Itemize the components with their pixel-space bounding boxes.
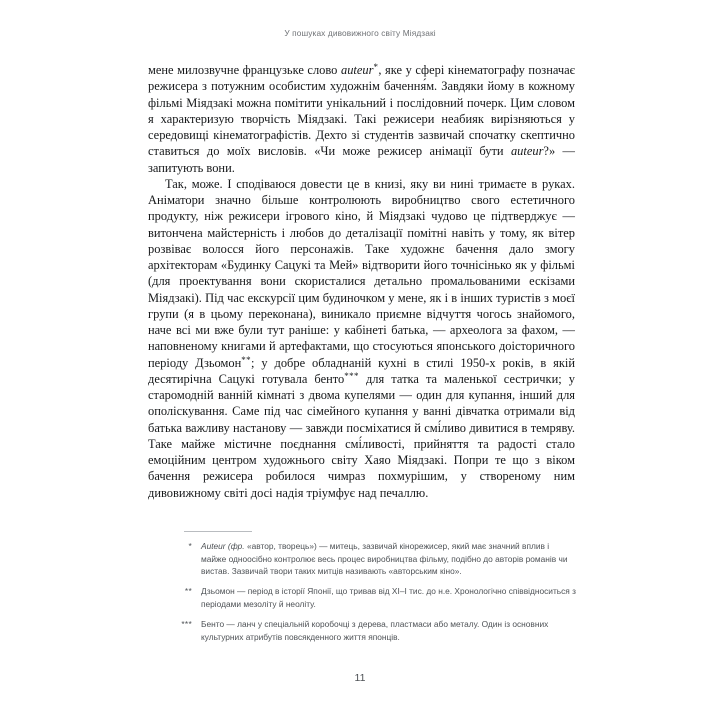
running-head: У пошуках дивовижного світу Міядзакі — [284, 28, 436, 38]
footnote-reference-3: *** — [344, 370, 359, 381]
footnote-text: Бенто — ланч у спеціальній коробочці з дерева, пластмаси або металу. Один із основних культурних атрибутів повсякденного життя японців. — [201, 618, 549, 642]
paragraph-2-part-3: для татка та маленької сестрички; у старомодній ванній кімнаті з двома купелями — один для купання, інший для ополіскування. Саме під час сімейного купання у ванні дівчатка отримали від батька важливу настанову — завжди посміхатися й смі́ливо дивитися в темряву. Таке майже містичне поєднання смі́ливості, прийняття та радості стало емоційним центром художнього світу Хаяо Міядзакі. Попри те що з віком бачення режисера робилося чимраз похмурішим, у створеному ним дивовижному світі досі надія тріумфує над печаллю. — [148, 371, 575, 500]
footnote-marker: *** — [181, 618, 192, 629]
footnote-reference-1: * — [373, 61, 379, 72]
footnote-item — [166, 585, 576, 610]
footnote-reference-2: ** — [241, 354, 252, 365]
paragraph-2-part-2: ; у добре обладнаній кухні в стилі 1950-х років, в якій десятирічна Сацукі готувала бенто — [148, 355, 575, 386]
footnote-lead-term: Auteur — [201, 541, 226, 551]
footnote-list — [166, 540, 576, 651]
footnote-marker: * — [188, 541, 192, 551]
footnote-item — [166, 618, 576, 643]
paragraph-1-part-2: , яке у сфері кінематографу позначає режисера з потужним особистим художнім бачення́м. Завдяки йому в кожному фільмі Міядзакі можна помітити унікальний і послідовний почерк. Цим словом я характеризую творчість Міядзакі. Такі режисери неабияк вирізняються у середовищі кінематографістів. Дехто зі студентів зазвичай спочатку скептично ставиться до моїх висловів. «Чи може режисер анімації бути — [148, 63, 575, 159]
footnote-language-abbr: (фр. — [227, 541, 245, 551]
foreign-term-auteur-1: auteur — [340, 63, 374, 77]
paragraph-1 — [148, 62, 575, 176]
footnote-separator-rule — [184, 531, 252, 532]
paragraph-2-part-1: Так, може. І сподіваюся довести це в книзі, яку ви нині тримаєте в руках. Аніматори значно більше контролюють виробництво свого естетичного продукту, ніж режисери ігрового кіно, й Міядзакі чудово це підтверджує — витончена майстерність і любов до деталізації помітні навіть у тому, як вітер розвіває волосся його персонажів. Таке художнє бачення дало змогу архітекторам «Будинку Сацукі та Мей» відтворити його точнісінько як у фільмі (для проектування вони скористалися детально промальованими ескізами Міядзакі). Під час екскурсії цим будиночком у мене, як і в інших туристів з моєї групи (я в цьому переконана), виникало приємне відчуття чогось знайомого, наче всі ми вже були тут раніше: у кабінеті батька, — археолога за фахом, — наповненому книгами й артефактами, що стосуються японського доісторичного періоду Дзьомон — [148, 176, 575, 370]
body-text-block — [148, 62, 575, 501]
foreign-term-auteur-2: auteur — [510, 144, 544, 159]
footnote-body: «автор, творець») — митець, зазвичай кінорежисер, який має значний вплив і майже одноосібно контролює весь процес виробництва фільму, подібно до авторів романів чи вистав. Зазвичай твори таких митців називають «авторським кіно». — [201, 541, 568, 577]
page-number: 11 — [354, 672, 366, 684]
paragraph-1-part-3: ?» — запитують вони. — [148, 144, 575, 175]
footnote-marker: ** — [184, 586, 192, 597]
footnote-text: Дзьомон — період в історії Японії, що тривав від XI–I тис. до н.е. Хронологічно співвідноситься з періодами мезоліту й неоліту. — [201, 586, 576, 609]
footnote-item — [166, 540, 576, 578]
paragraph-2 — [148, 176, 575, 501]
paragraph-1-part-1: мене милозвучне французьке слово — [148, 63, 341, 77]
footnote-text — [201, 540, 576, 578]
